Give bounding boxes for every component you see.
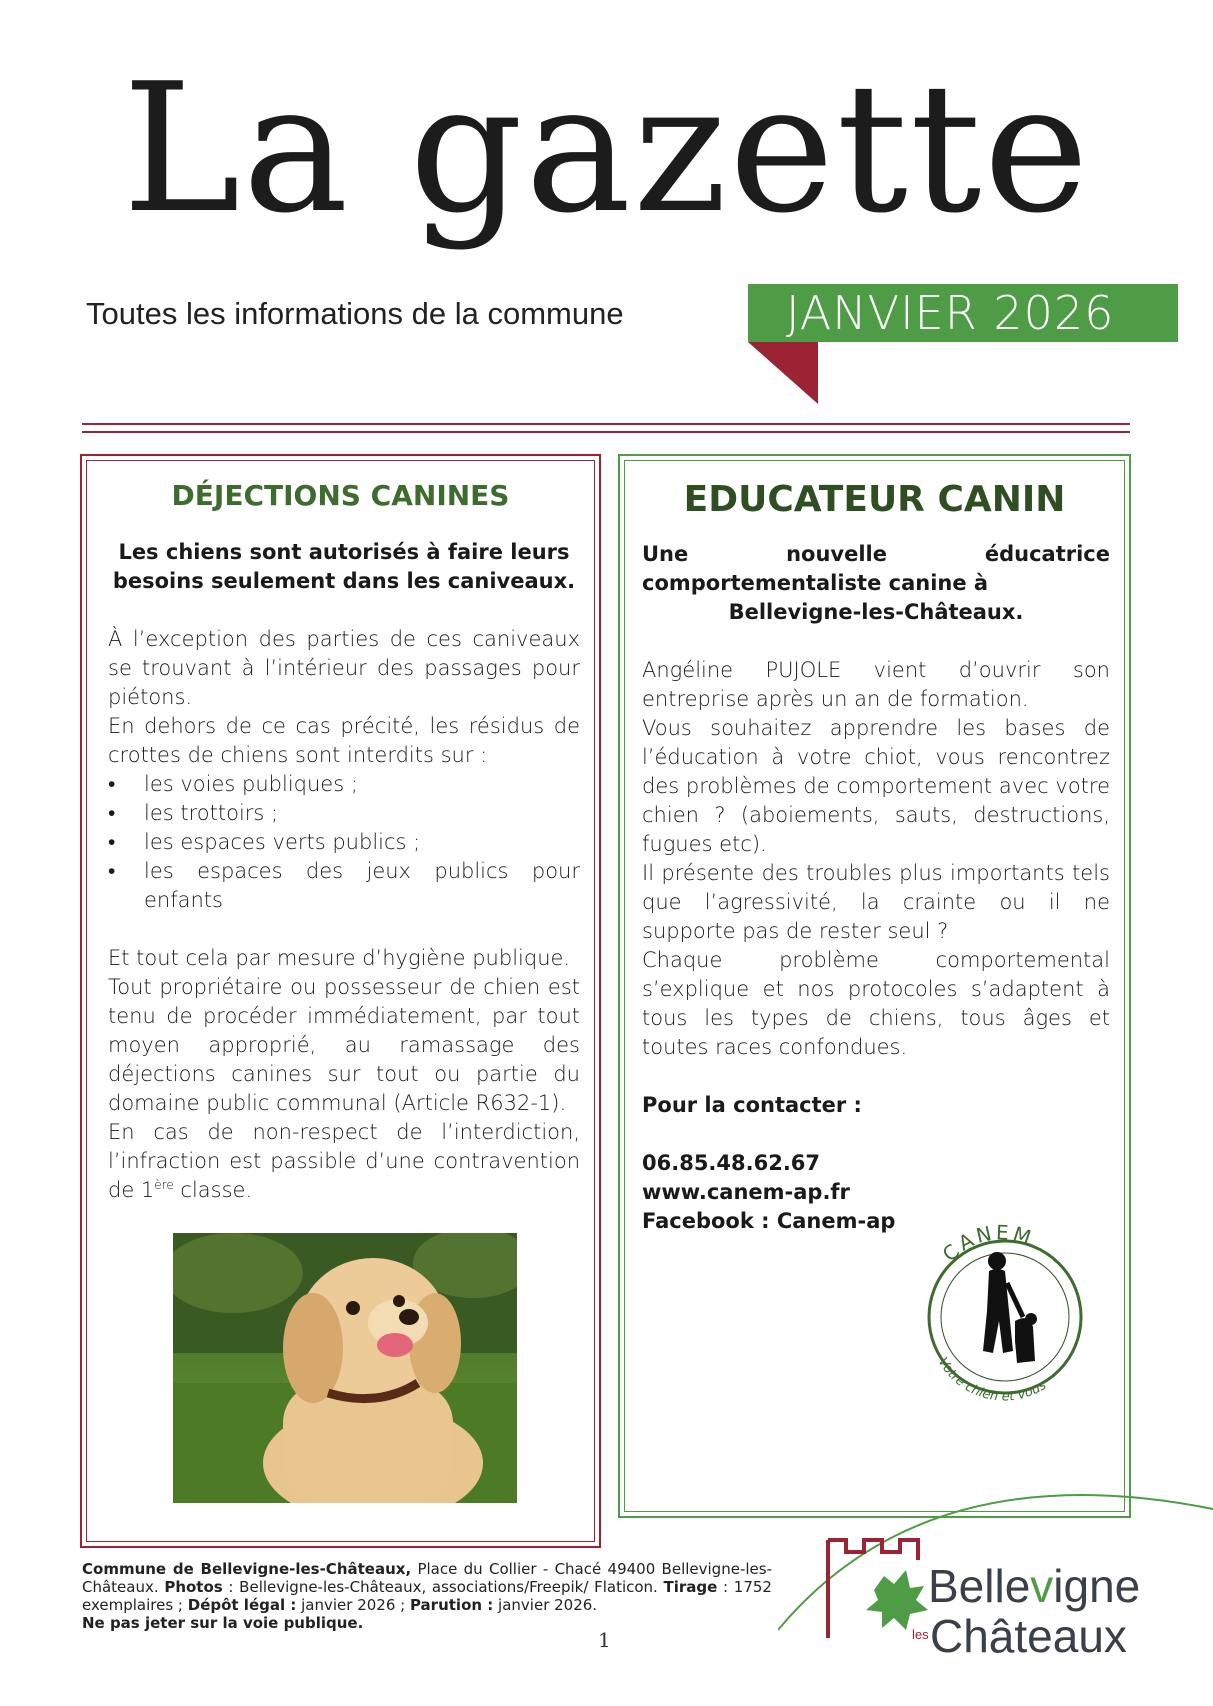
footer-notice: Ne pas jeter sur la voie publique. — [82, 1614, 364, 1632]
footer-tirage-label: Tirage — [663, 1578, 718, 1596]
puppy-photo — [173, 1233, 517, 1503]
footer-photos-label: Photos — [164, 1578, 223, 1596]
date-banner: JANVIER 2026 — [748, 284, 1178, 342]
article-educateur — [618, 454, 1131, 1518]
logo-slogan: Votre chien et vous — [934, 1355, 1050, 1401]
footer-address: Place du Collier - Chacé 49400 Bellevigne-les-Châteaux. — [82, 1560, 772, 1596]
svg-text:Votre chien et vous — [935, 1355, 1050, 1401]
footer-photos-value: : Bellevigne-les-Châteaux, associations/Freepik/ Flaticon. — [222, 1578, 664, 1596]
list-item: • les espaces des jeux publics pour enfants — [108, 857, 580, 915]
paragraph: Angéline PUJOLE vient d’ouvrir son entreprise après un an de formation. — [642, 658, 1110, 711]
article-dejections — [80, 454, 601, 1548]
article-lead: Les chiens sont autorisés à faire leurs besoins seulement dans les caniveaux. — [112, 540, 576, 593]
ordinal-superscript: ère — [154, 1178, 174, 1192]
footer-credits — [82, 1560, 772, 1632]
footer-depot-label: Dépôt légal : — [187, 1596, 297, 1614]
list-item: • les trottoirs ; — [108, 799, 580, 828]
phone-number[interactable]: 06.85.48.62.67 — [642, 1151, 821, 1175]
brand-text: Belle — [928, 1560, 1031, 1612]
paragraph-text: En cas de non-respect de l’interdiction, l’infraction est passible d’une contravention de 1 — [108, 1120, 580, 1202]
article-heading: DÉJECTIONS CANINES — [171, 479, 510, 512]
footer-parution-label: Parution : — [409, 1596, 494, 1614]
facebook-link[interactable]: Facebook : Canem-ap — [642, 1209, 896, 1233]
list-item: • les espaces verts publics ; — [108, 828, 580, 857]
article-lead: Bellevigne-les-Châteaux. — [728, 600, 1024, 624]
date-banner-fold — [748, 342, 818, 404]
brand-name-line2: Châteaux — [930, 1610, 1127, 1662]
footer-commune: Commune de Bellevigne-les-Châteaux, — [82, 1560, 412, 1578]
article-heading: EDUCATEUR CANIN — [683, 479, 1066, 520]
footer-parution-value: janvier 2026. — [493, 1596, 598, 1614]
brand-text-accent: v — [1030, 1560, 1054, 1612]
paragraph: Tout propriétaire ou possesseur de chien est tenu de procéder immédiatement, par tout moyen approprié, au ramassage des déjections canines sur tout ou partie du domaine public communal (Article R632-1). — [108, 975, 580, 1115]
paragraph: Et tout cela par mesure d’hygiène publique. — [108, 946, 571, 970]
paragraph: Vous souhaitez apprendre les bases de l’éducation à votre chiot, vous rencontrez des problèmes de comportement avec votre chien ? (aboiements, sauts, destructions, fugues etc). — [642, 716, 1110, 856]
page-number: 1 — [598, 1628, 611, 1652]
divider-rule — [82, 431, 1130, 433]
paragraph: Chaque problème comportemental s’explique et nos protocoles s’adaptent à tous les types de chiens, tous âges et toutes races confondues. — [642, 948, 1110, 1059]
bullet-list — [108, 770, 580, 915]
website-link[interactable]: www.canem-ap.fr — [642, 1180, 850, 1204]
list-item: • les voies publiques ; — [108, 770, 580, 799]
paragraph: À l’exception des parties de ces caniveaux se trouvant à l’intérieur des passages pour piétons. — [108, 627, 580, 709]
logo-name: CANEM — [937, 1221, 1037, 1267]
divider-rule — [82, 423, 1130, 425]
paragraph — [108, 1118, 580, 1205]
tagline: Toutes les informations de la commune — [86, 296, 624, 331]
paragraph-text: classe. — [173, 1178, 253, 1202]
svg-text:CANEM — [938, 1221, 1037, 1266]
footer-tirage-value: : 1752 exemplaires ; — [82, 1578, 772, 1614]
paragraph: Il présente des troubles plus importants tels que l’agressivité, la crainte ou il ne supporte pas de rester seul ? — [642, 861, 1110, 943]
article-lead: Une nouvelle éducatrice comportementaliste canine à — [642, 542, 1110, 595]
footer-depot-value: janvier 2026 ; — [296, 1596, 410, 1614]
brand-text: igne — [1053, 1560, 1141, 1612]
masthead-title: La gazette — [122, 45, 1091, 252]
canem-logo — [911, 1221, 1091, 1401]
brand-name — [928, 1562, 1140, 1610]
brand-les: les — [912, 1627, 929, 1642]
contact-label: Pour la contacter : — [642, 1093, 862, 1117]
paragraph: En dehors de ce cas précité, les résidus de crottes de chiens sont interdits sur : — [108, 714, 580, 767]
